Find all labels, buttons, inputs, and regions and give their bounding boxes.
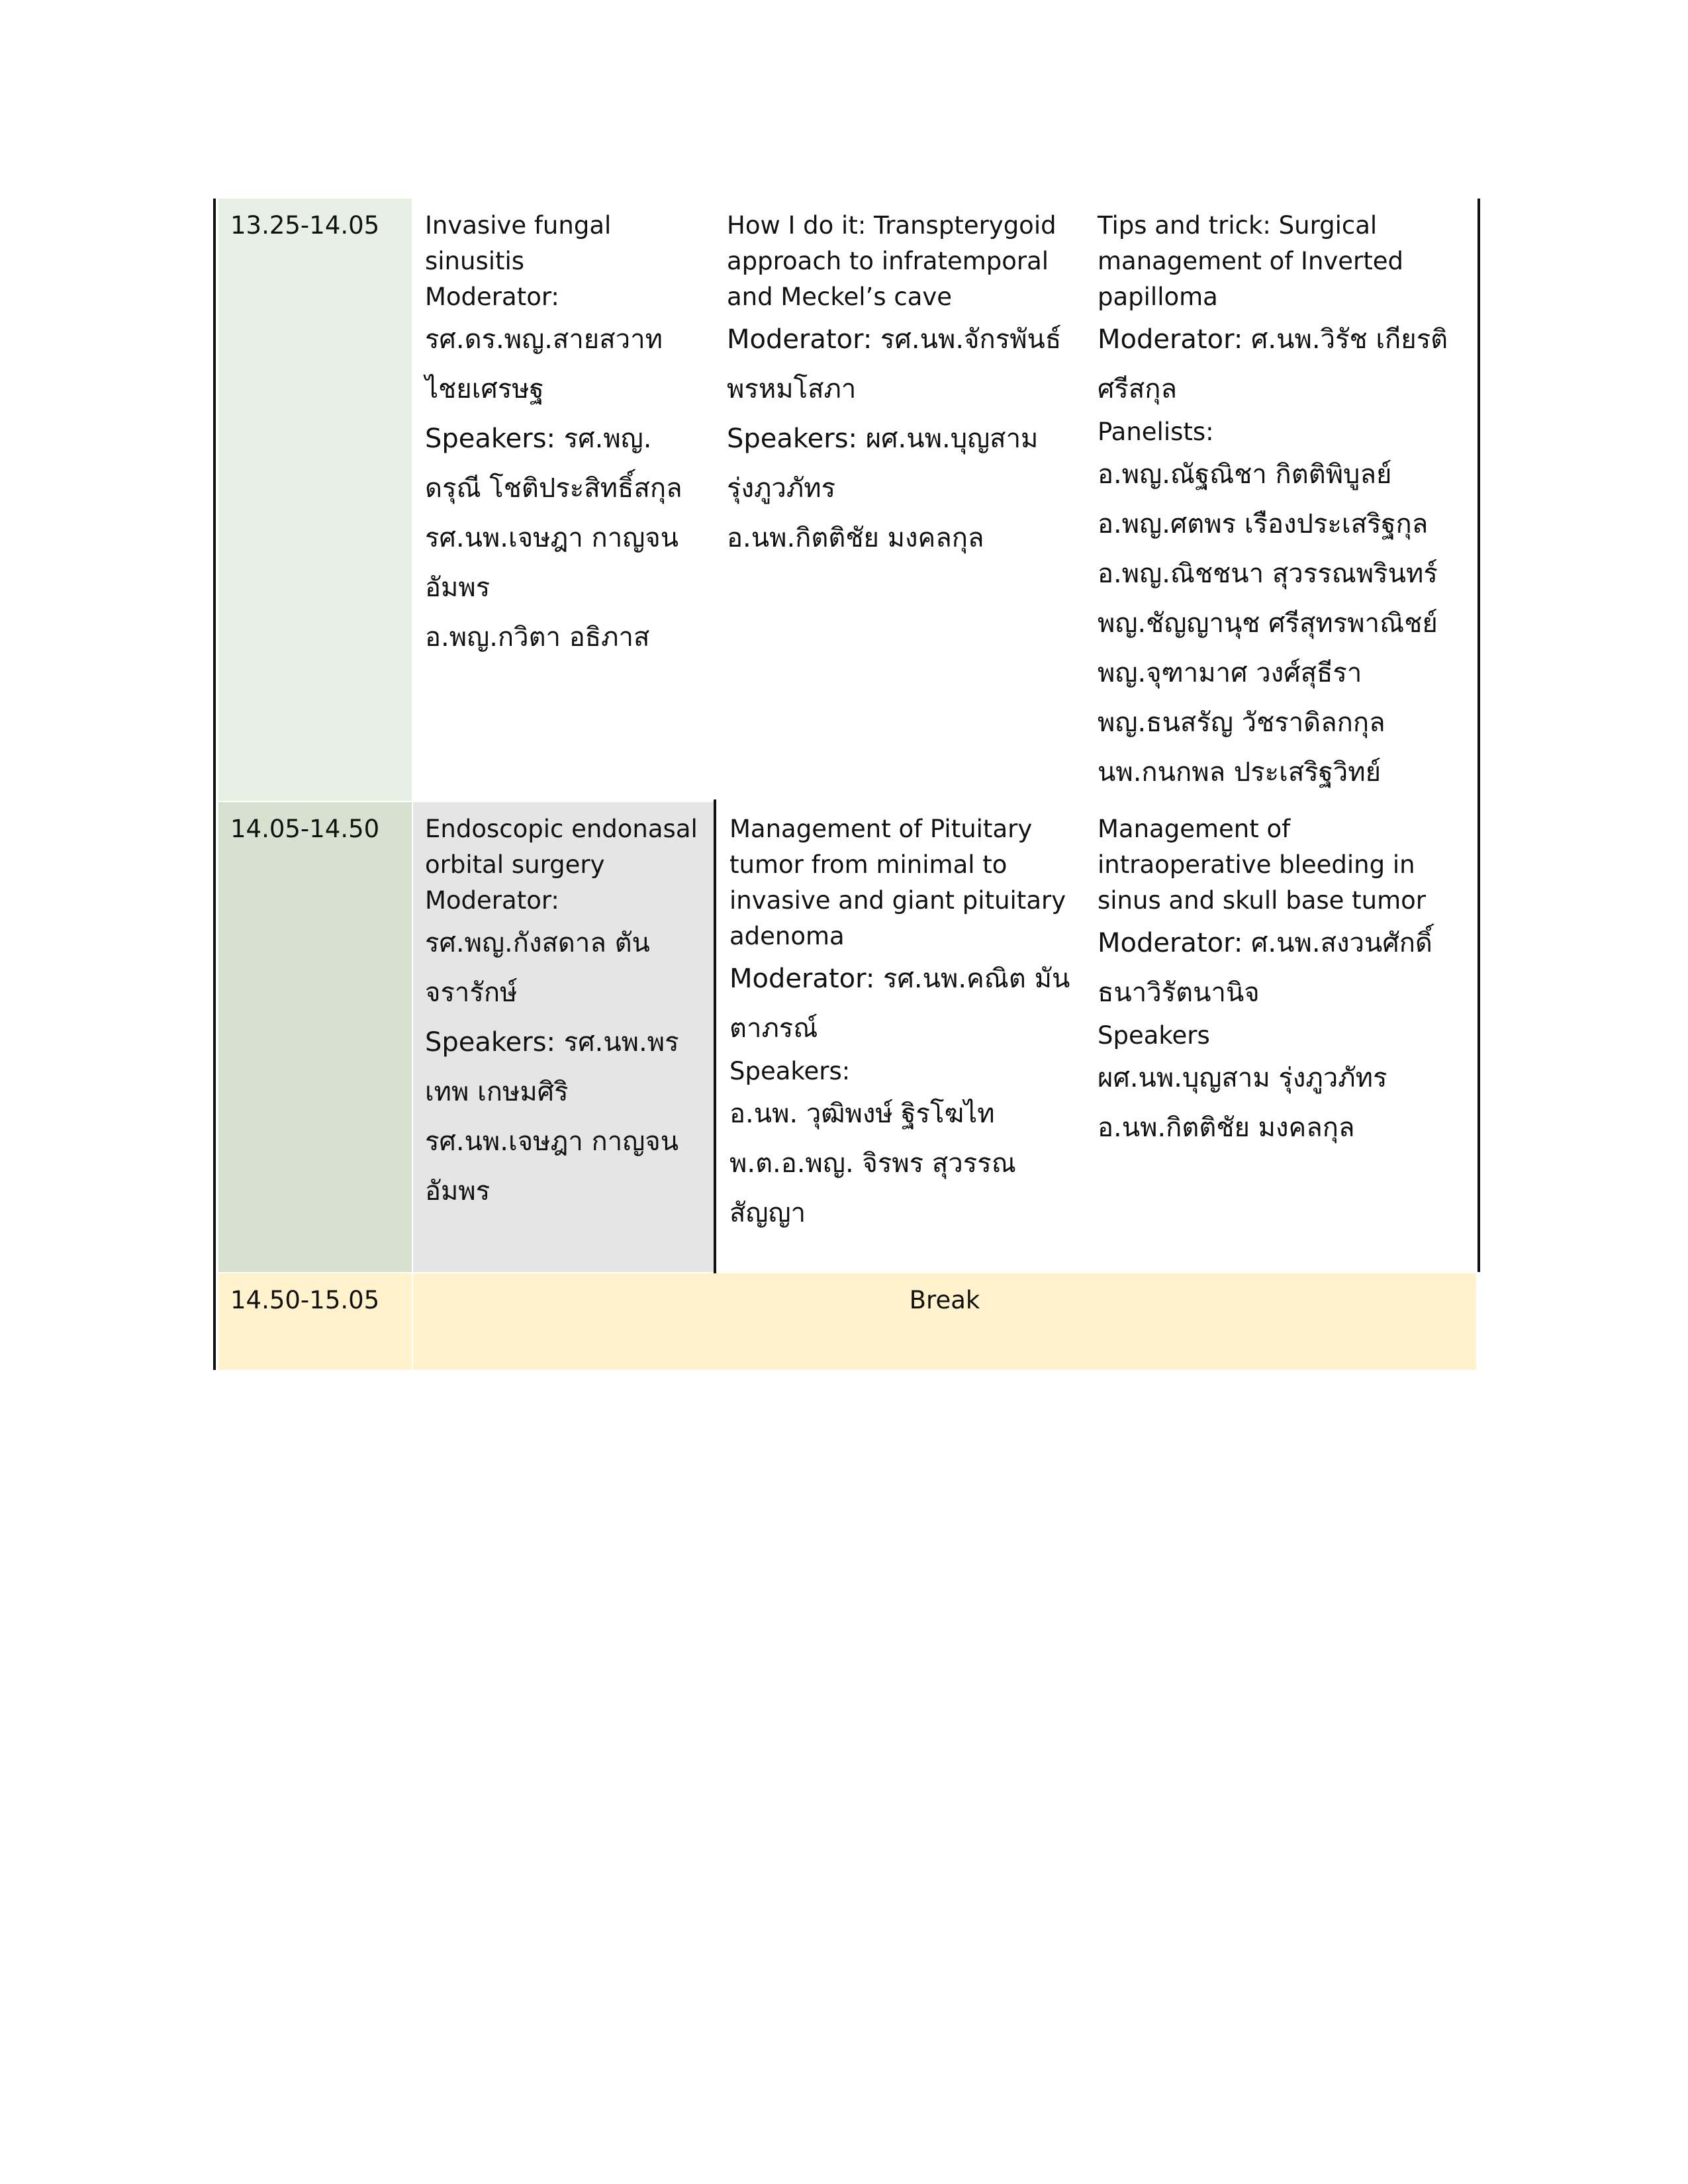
session-line: รศ.ดร.พญ.สายสวาท (425, 324, 663, 355)
session-line: Speakers: รศ.พญ. (425, 424, 652, 454)
session-line: Moderator: รศ.นพ.คณิต มัน (729, 964, 1070, 994)
time-label: 14.05-14.50 (230, 815, 380, 843)
session-line: Speakers: (729, 1057, 851, 1085)
session-line: Speakers: รศ.นพ.พร (425, 1027, 679, 1058)
session-cell-row-2-col-1 (413, 802, 714, 1272)
session-line: อ.นพ.กิตติชัย มงคลกุล (1098, 1113, 1355, 1143)
session-cell-row-2-col-2 (718, 802, 1086, 1272)
session-line: Moderator: รศ.นพ.จักรพันธ์ (727, 324, 1062, 355)
session-line: Moderator: (425, 886, 559, 915)
session-line: Management of Pituitary (729, 815, 1033, 843)
session-line: papilloma (1098, 283, 1218, 311)
session-line: ศรีสกุล (1098, 374, 1178, 404)
session-cell-row-2-col-3 (1086, 802, 1476, 1272)
schedule-table (213, 199, 1481, 1370)
time-label: 13.25-14.05 (230, 211, 380, 240)
column-divider (714, 799, 716, 1273)
session-line: รศ.นพ.เจษฎา กาญจน (425, 1126, 679, 1157)
session-line: approach to infratemporal (727, 247, 1049, 275)
session-line: รศ.พญ.กังสดาล ตัน (425, 928, 650, 958)
time-label: 14.50-15.05 (230, 1286, 380, 1314)
session-line: Moderator: ศ.นพ.วิรัช เกียรติ (1098, 324, 1448, 355)
session-line: How I do it: Transpterygoid (727, 211, 1056, 240)
session-line: sinus and skull base tumor (1098, 886, 1427, 915)
session-line: intraoperative bleeding in (1098, 850, 1415, 879)
session-line: ตาภรณ์ (729, 1013, 818, 1044)
session-line: Speakers: ผศ.นพ.บุญสาม (727, 424, 1039, 454)
session-line: อ.พญ.กวิตา อธิภาส (425, 622, 650, 653)
table-right-border (1477, 199, 1480, 1272)
session-cell-row-1-col-3 (1086, 199, 1476, 801)
session-line: อ.นพ.กิตติชัย มงคลกุล (727, 523, 984, 553)
session-line: ผศ.นพ.บุญสาม รุ่งภูวภัทร (1098, 1063, 1387, 1093)
session-line: ดรุณี โชติประสิทธิ์สกุล (425, 473, 682, 504)
session-cell-row-1-col-1 (413, 199, 715, 801)
break-label: Break (909, 1286, 980, 1314)
session-line: สัญญา (729, 1198, 806, 1228)
session-line: orbital surgery (425, 850, 605, 879)
session-line: adenoma (729, 922, 845, 950)
session-line: Tips and trick: Surgical (1098, 211, 1378, 240)
session-line: พญ.จุฑามาศ วงศ์สุธีรา (1098, 658, 1362, 688)
session-line: อัมพร (425, 572, 491, 603)
session-line: ไชยเศรษฐ (425, 374, 544, 404)
session-line: invasive and giant pituitary (729, 886, 1066, 915)
session-line: Speakers (1098, 1021, 1210, 1050)
session-line: Management of (1098, 815, 1291, 843)
time-cell-row-1 (218, 199, 412, 801)
session-line: รศ.นพ.เจษฎา กาญจน (425, 523, 679, 553)
session-line: tumor from minimal to (729, 850, 1008, 879)
session-line: and Meckel’s cave (727, 283, 953, 311)
break-cell (413, 1273, 1476, 1370)
session-line: พญ.ธนสรัญ วัชราดิลกกุล (1098, 707, 1385, 738)
session-line: Invasive fungal (425, 211, 612, 240)
session-line: Endoscopic endonasal (425, 815, 698, 843)
time-cell-break (218, 1273, 412, 1370)
session-cell-row-1-col-2 (715, 199, 1086, 801)
session-line: พ.ต.อ.พญ. จิรพร สุวรรณ (729, 1148, 1016, 1179)
session-line: อ.นพ. วุฒิพงษ์ ฐิรโฆไท (729, 1099, 995, 1129)
session-line: อ.พญ.ศตพร เรืองประเสริฐกุล (1098, 509, 1429, 539)
session-line: อ.พญ.ณิชชนา สุวรรณพรินทร์ (1098, 559, 1438, 589)
time-cell-row-2 (218, 802, 412, 1272)
session-line: พญ.ชัญญานุช ศรีสุทรพาณิชย์ (1098, 608, 1438, 639)
session-line: นพ.กนกพล ประเสริฐวิทย์ (1098, 757, 1382, 788)
session-line: Moderator: ศ.นพ.สงวนศักดิ์ (1098, 928, 1432, 958)
session-line: ธนาวิรัตนานิจ (1098, 978, 1260, 1008)
session-line: จรารักษ์ (425, 978, 518, 1008)
session-line: sinusitis (425, 247, 525, 275)
session-line: รุ่งภูวภัทร (727, 473, 836, 504)
session-line: อัมพร (425, 1176, 491, 1206)
session-line: management of Inverted (1098, 247, 1404, 275)
session-line: เทพ เกษมศิริ (425, 1077, 569, 1107)
session-line: Moderator: (425, 283, 559, 311)
session-line: Panelists: (1098, 418, 1214, 446)
table-left-border (213, 199, 216, 1370)
session-line: พรหมโสภา (727, 374, 857, 404)
session-line: อ.พญ.ณัฐณิชา กิตติพิบูลย์ (1098, 459, 1392, 490)
